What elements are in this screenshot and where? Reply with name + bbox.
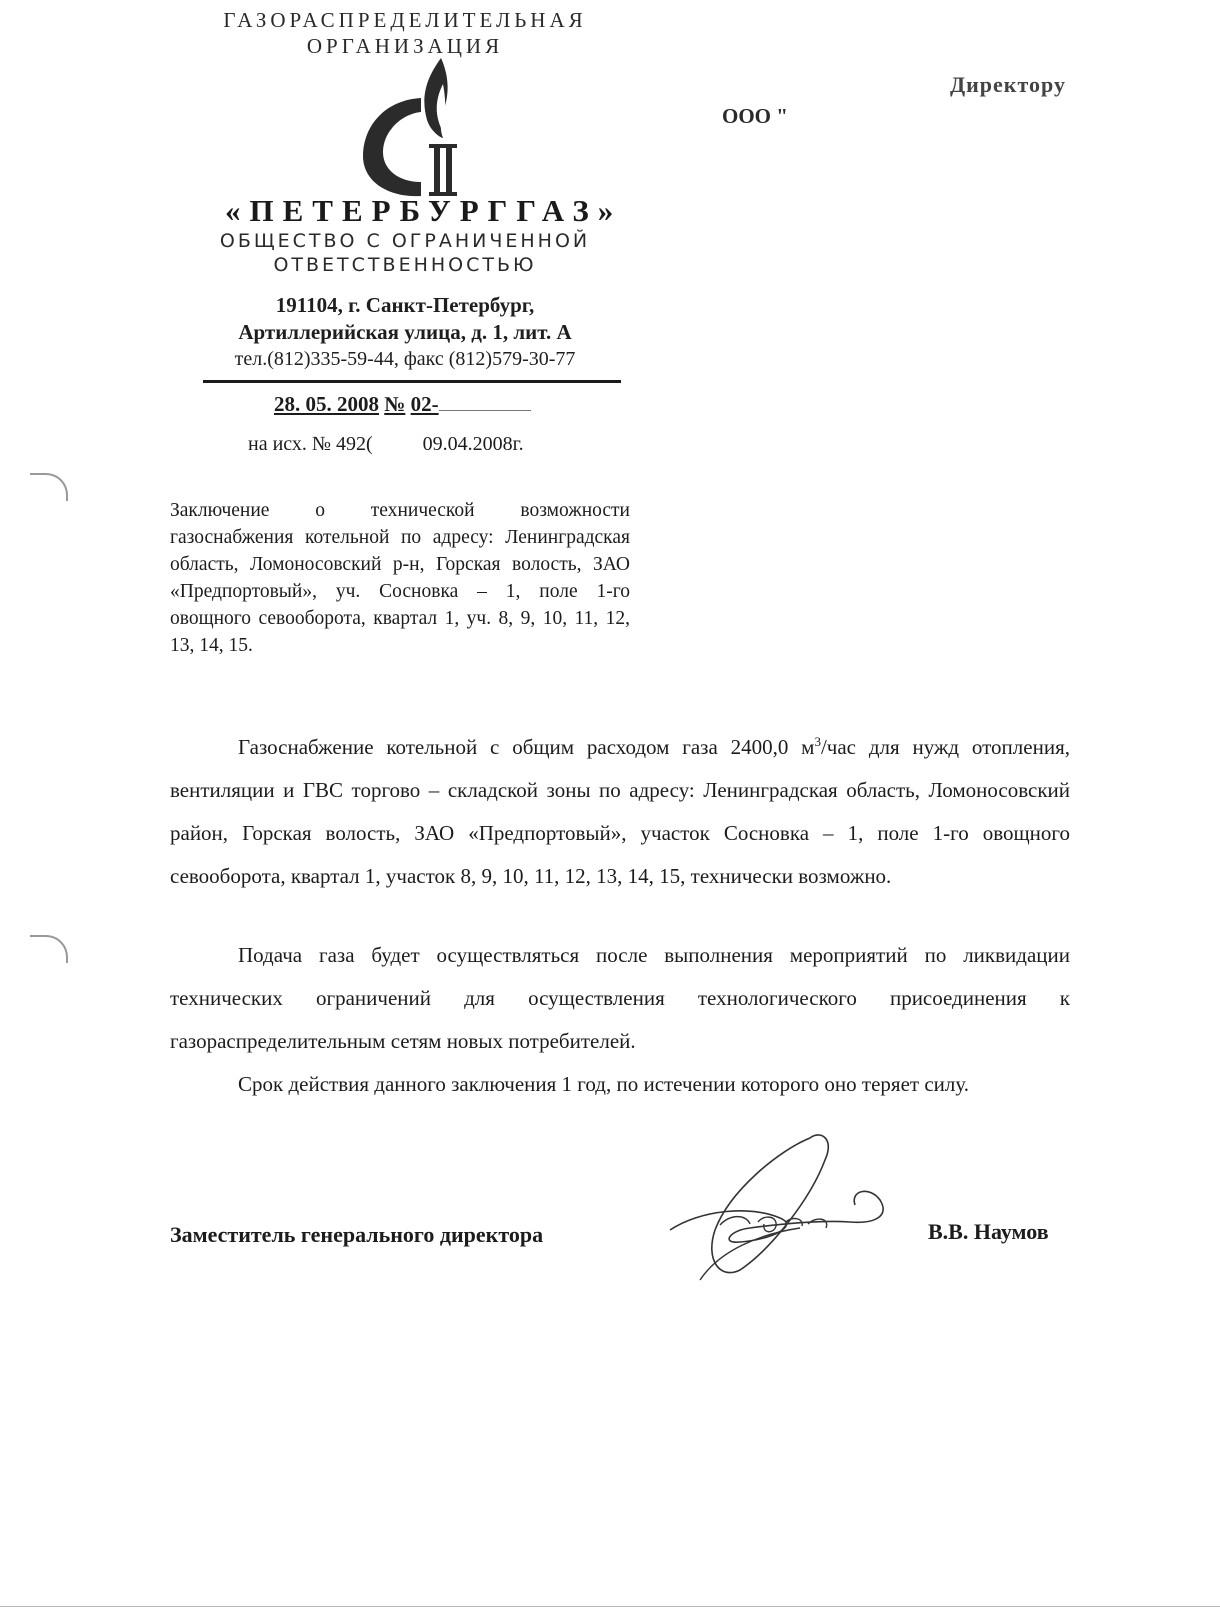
reference-date: 09.04.2008г. [422, 433, 524, 455]
letterhead-divider [203, 380, 621, 383]
address-line1: 191104, г. Санкт-Петербург, [275, 293, 535, 317]
incoming-reference [248, 433, 524, 456]
redacted-number [439, 392, 531, 411]
legal-form-line1: ОБЩЕСТВО С ОГРАНИЧЕННОЙ [219, 230, 591, 252]
company-logo [355, 58, 475, 198]
org-type-line2: ОРГАНИЗАЦИЯ [306, 34, 504, 58]
body-paragraph-1 [170, 720, 1070, 898]
outgoing-date: 28. 05. 2008 [274, 392, 379, 416]
para2-text: Подача газа будет осуществляться после выполнения мероприятий по ликвидации технических ограничений для осуществления технологического присоединения к газораспределительным сетям новых потребителей. [170, 943, 1070, 1053]
contacts-line: тел.(812)335-59-44, факс (812)579-30-77 [234, 348, 576, 370]
legal-form-line2: ОТВЕТСТВЕННОСТЬЮ [273, 254, 537, 276]
outgoing-number: 02- [410, 392, 439, 416]
scan-edge-line [0, 1606, 1220, 1607]
recipient-company: ООО " [722, 104, 788, 128]
outgoing-number-label: № [384, 392, 406, 416]
para3-text: Срок действия данного заключения 1 год, по истечении которого оно теряет силу. [238, 1072, 970, 1096]
signatory-position: Заместитель генерального директора [170, 1222, 544, 1247]
punch-hole-mark [30, 935, 68, 963]
handwritten-signature [660, 1130, 910, 1300]
punch-hole-mark [30, 473, 68, 501]
subject-block [170, 497, 630, 659]
company-brand-name: «ПЕТЕРБУРГГАЗ» [225, 193, 623, 228]
address-line2: Артиллерийская улица, д. 1, лит. А [238, 320, 572, 344]
para1-part-a: Газоснабжение котельной с общим расходом газа 2400,0 м [238, 735, 815, 759]
outgoing-reference [274, 392, 531, 417]
subject-text: Заключение о технической возможности газоснабжения котельной по адресу: Ленинградская область, Ломоносовский р-н, Горская волость, ЗАО «Предпортовый», уч. Сосновка – 1, поле 1-го овощного севооборота, квартал 1, уч. 8, 9, 10, 11, 12, 13, 14, 15. [170, 500, 630, 656]
body-paragraph-3 [170, 1063, 1070, 1106]
signatory-name: В.В. Наумов [928, 1219, 1049, 1244]
cubic-superscript: 3 [814, 734, 821, 749]
para1-part-b: /час для нужд отопления, вентиляции и ГВС торгово – складской зоны по адресу: Ленинградская область, Ломоносовский район, Горская волость, ЗАО «Предпортовый», участок Сосновка – 1, поле 1-го овощного севооборота, квартал 1, участок 8, 9, 10, 11, 12, 13, 14, 15, технически возможно. [170, 735, 1070, 888]
reference-prefix: на исх. № 492( [248, 433, 373, 455]
org-type-line1: ГАЗОРАСПРЕДЕЛИТЕЛЬНАЯ [223, 8, 587, 32]
recipient-title: Директору [950, 72, 1066, 97]
body-paragraph-2 [170, 934, 1070, 1063]
